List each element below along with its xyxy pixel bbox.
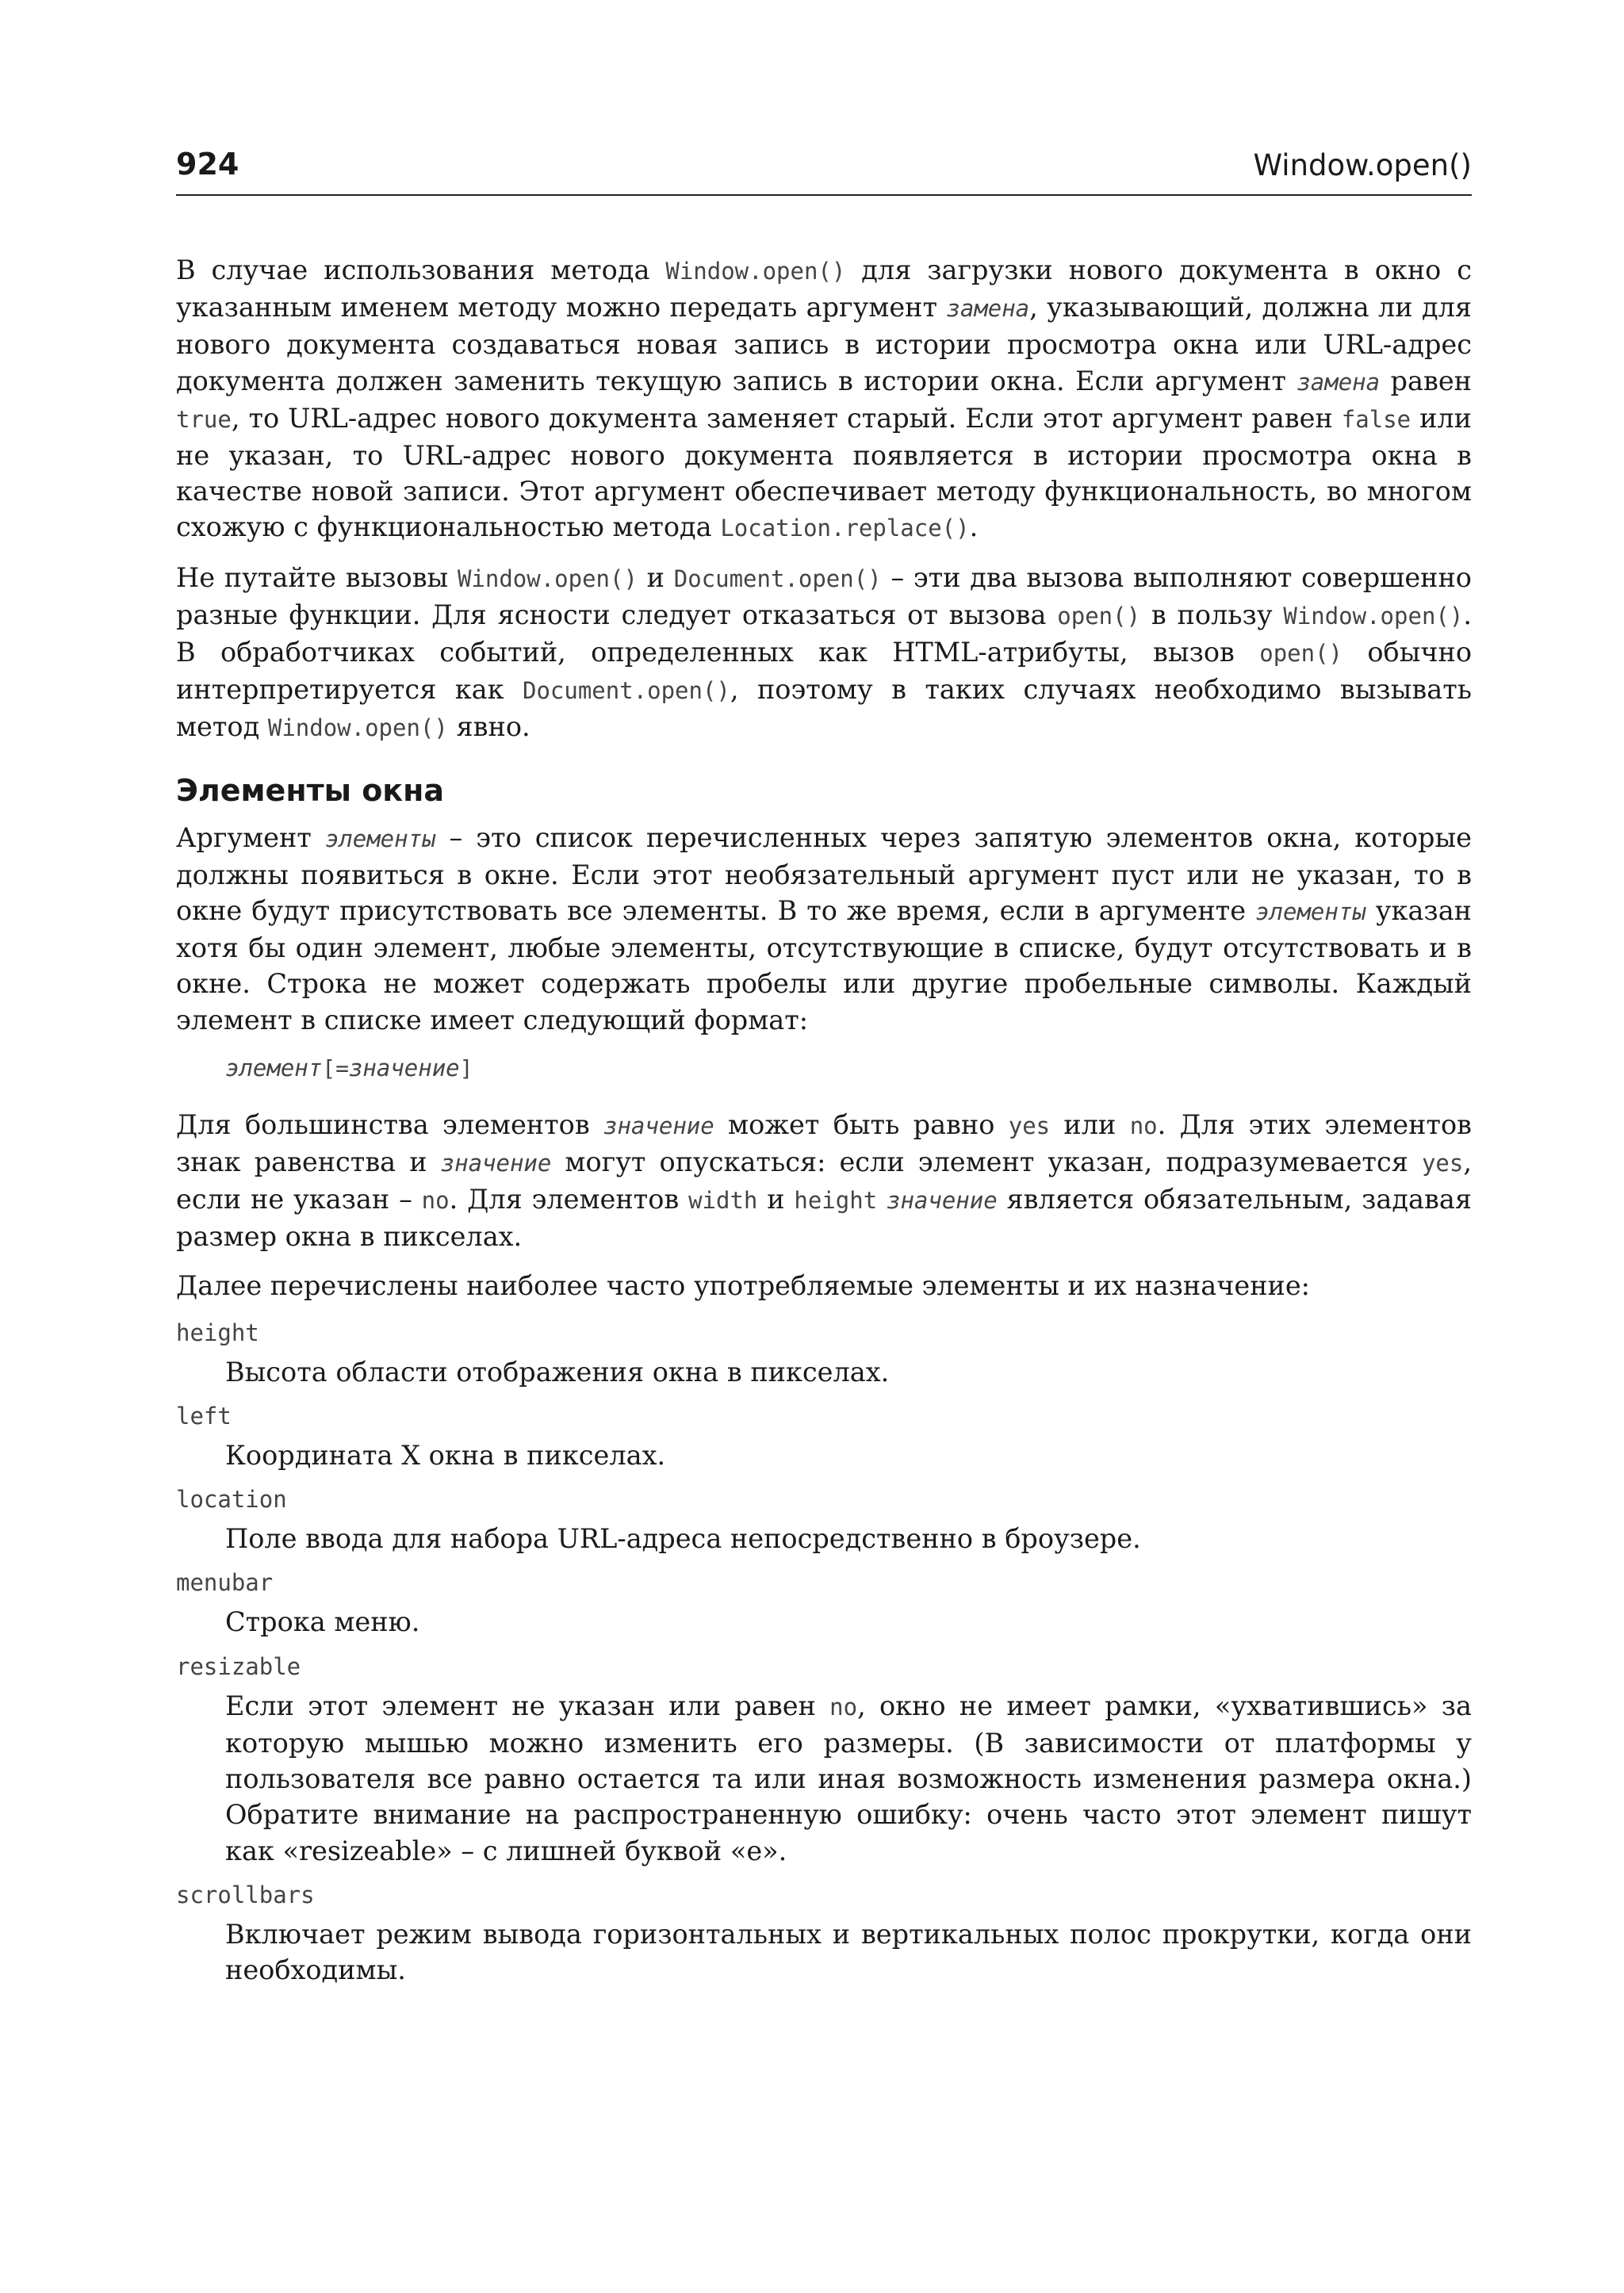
paragraph-replace-argument: В случае использования метода Window.open() для загрузки нового документа в окно с указанным именем методу можно передать аргумент замена, указывающий, должна ли для нового документа создаваться новая запись в истории просмотра окна или URL-адрес документа должен заменить текущую запись в истории окна. Если аргумент замена равен true, то URL-адрес нового документа заменяет старый. Если этот аргумент равен false или не указан, то URL-адрес нового документа появляется в истории просмотра окна в качестве новой записи. Этот аргумент обеспечивает методу функциональность, во многом схожую с функциональностью метода Location.replace(). [176, 255, 1473, 543]
term-height: height [176, 1319, 259, 1346]
desc-resizable: Если этот элемент не указан или равен no, окно не имеет рамки, «ухватившись» за которую мышью можно изменить его размеры. (В зависимости от платформы у пользователя все равно остается та или иная возможность изменения размера окна.) Обратите внимание на распространенную ошибку: очень часто этот элемент пишут как «resizeable» – с лишней буквой «e». [225, 1690, 1472, 1866]
paragraph-features-argument: Аргумент элементы – это список перечисленных через запятую элементов окна, которые должны появиться в окне. Если этот необязательный аргумент пуст или не указан, то в окне будут присутствовать все элементы. В то же время, если в аргументе элементы указан хотя бы один элемент, любые элементы, отсутствующие в списке, будут отсутствовать и в окне. Строка не может содержать пробелы или другие пробельные символы. Каждый элемент в списке имеет следующий формат: [176, 821, 1472, 1035]
desc-location: Поле ввода для набора URL-адреса непосредственно в броузере. [225, 1523, 1141, 1555]
term-scrollbars: scrollbars [176, 1881, 315, 1908]
paragraph-values: Для большинства элементов значение может быть равно yes или no. Для этих элементов знак равенства и значение могут опускаться: если элемент указан, подразумевается yes, если не указан – no. Для элементов width и height значение является обязательным, задавая размер окна в пикселах. [176, 1108, 1472, 1253]
page-body [176, 252, 1472, 1997]
term-resizable: resizable [176, 1652, 301, 1680]
desc-left: Координата X окна в пикселах. [225, 1440, 666, 1472]
section-heading: Элементы окна [176, 772, 444, 808]
term-location: location [176, 1486, 287, 1514]
term-menubar: menubar [176, 1569, 274, 1597]
desc-menubar: Строка меню. [225, 1606, 420, 1638]
page-header [176, 147, 1472, 196]
running-title: Window.open() [1253, 148, 1472, 182]
term-left: left [176, 1403, 232, 1430]
feature-definition-list [176, 1316, 1472, 1988]
desc-height: Высота области отображения окна в пикселах. [225, 1356, 890, 1388]
paragraph-open-confusion: Не путайте вызовы Window.open() и Document.open() – эти два вызова выполняют совершенно разные функции. Для ясности следует отказаться от вызова open() в пользу Window.open(). В обработчиках событий, определенных как HTML-атрибуты, вызов open() обычно интерпретируется как Document.open(), поэтому в таких случаях необходимо вызывать метод Window.open() явно. [176, 561, 1472, 743]
desc-scrollbars: Включает режим вывода горизонтальных и вертикальных полос прокрутки, когда они необходимы. [225, 1918, 1472, 1985]
page-number: 924 [176, 147, 239, 182]
paragraph-list-intro: Далее перечислены наиболее часто употребляемые элементы и их назначение: [176, 1269, 1310, 1301]
format-example: элемент[=значение] [225, 1054, 473, 1081]
